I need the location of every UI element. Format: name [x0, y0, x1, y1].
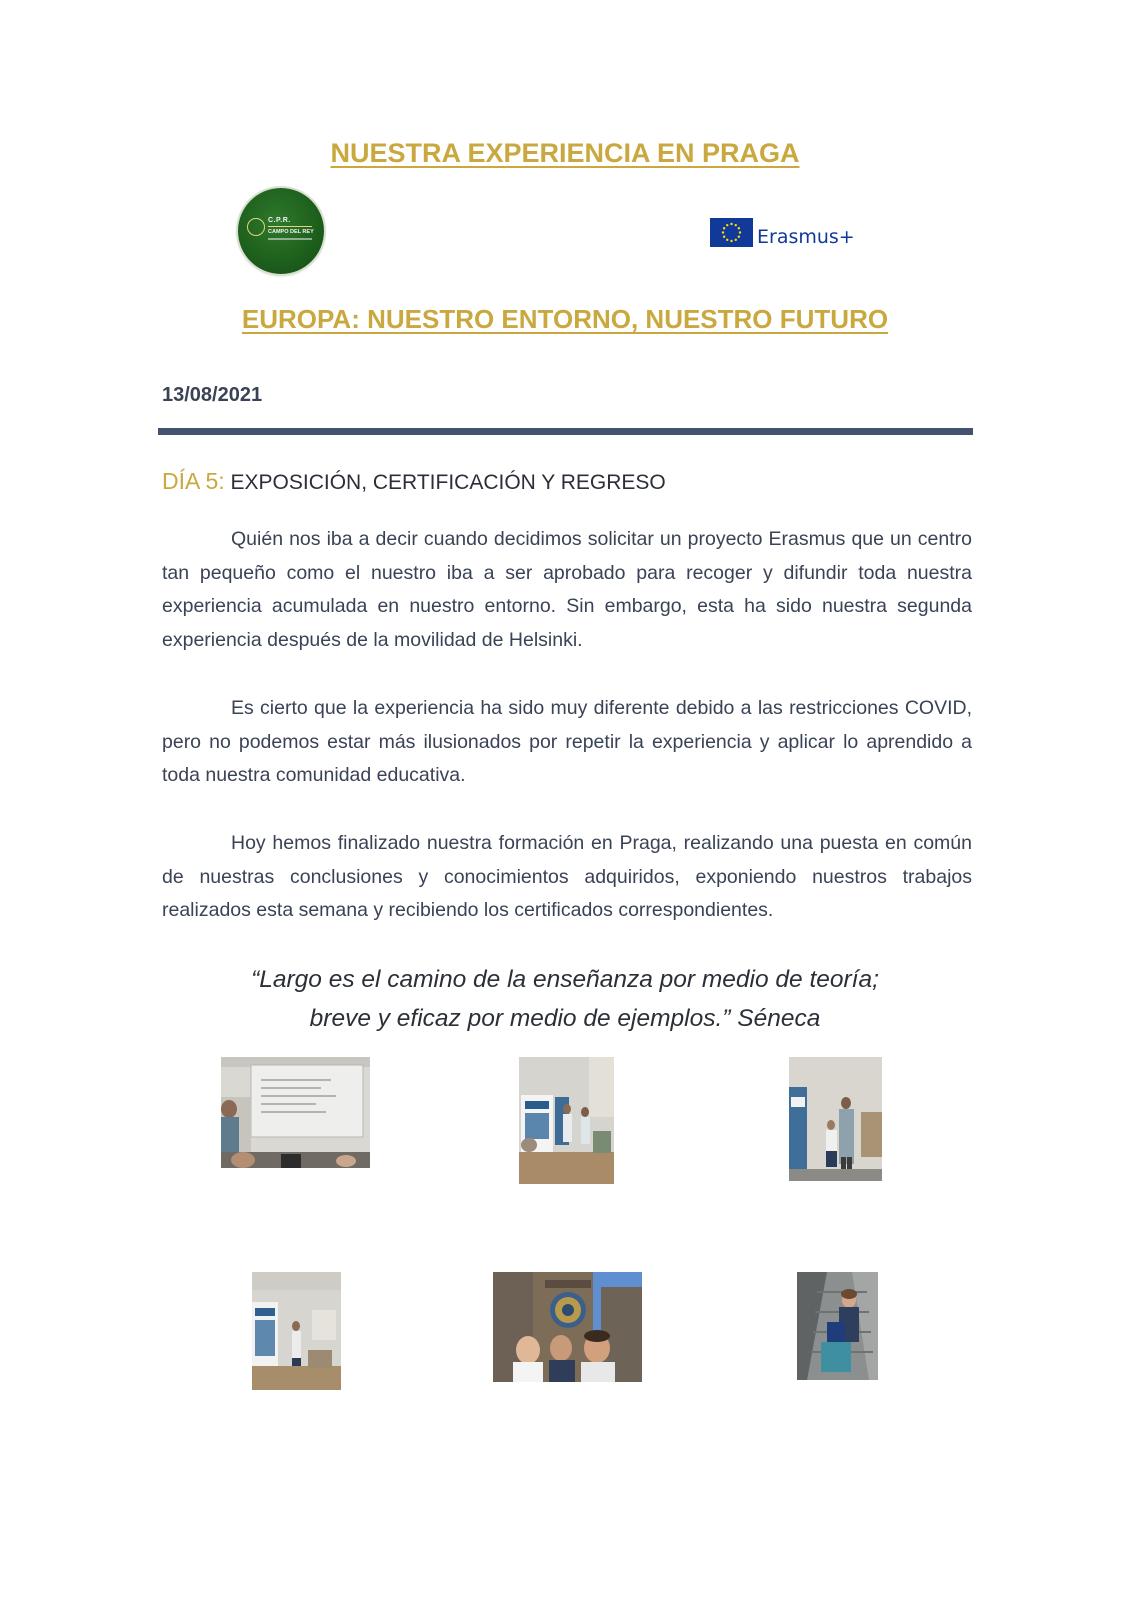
photo-return-trip [797, 1272, 878, 1380]
erasmus-label: Erasmus+ [757, 226, 855, 248]
day-label: DÍA 5: [162, 468, 225, 494]
subtitle: EUROPA: NUESTRO ENTORNO, NUESTRO FUTURO [241, 304, 889, 334]
quote-line: breve y eficaz por medio de ejemplos.” Séneca [309, 1005, 821, 1032]
eu-flag-icon [710, 218, 753, 247]
paragraph: Hoy hemos finalizado nuestra formación en Praga, realizando una puesta en común de nuestras conclusiones y conocimientos adquiridos, exponiendo nuestros trabajos realizados esta semana y recibiendo los certificados correspondientes. [162, 832, 972, 921]
erasmus-logo [710, 218, 860, 252]
page-title: NUESTRA EXPERIENCIA EN PRAGA [330, 138, 800, 168]
photo-classroom [252, 1272, 341, 1390]
day-heading [162, 468, 666, 495]
logo-rule [268, 226, 312, 227]
school-logo-line2: CAMPO DEL REY [268, 229, 314, 235]
photo-certificate [789, 1057, 882, 1181]
photo-exhibition [519, 1057, 614, 1184]
paragraph: Quién nos iba a decir cuando decidimos solicitar un proyecto Erasmus que un centro tan pequeño como el nuestro iba a ser aprobado para recoger y difundir toda nuestra experiencia acumulada en nuestro entorno. Sin embargo, esta ha sido nuestra segunda experiencia después de la movilidad de Helsinki. [162, 528, 972, 651]
day-topic: EXPOSICIÓN, CERTIFICACIÓN Y REGRESO [230, 471, 666, 494]
photo-presentation [221, 1057, 370, 1168]
school-logo-line1: C.P.R. [268, 217, 291, 224]
paragraph: Es cierto que la experiencia ha sido muy diferente debido a las restricciones COVID, pero no podemos estar más ilusionados por repetir la experiencia y aplicar lo aprendido a toda nuestra comunidad educativa. [162, 697, 972, 786]
quote [0, 960, 1130, 1038]
seal-icon [247, 218, 265, 236]
school-logo [238, 188, 324, 274]
quote-line: “Largo es el camino de la enseñanza por medio de teoría; [251, 966, 879, 993]
photo-prague-selfie [493, 1272, 642, 1382]
divider [158, 428, 973, 435]
date: 13/08/2021 [162, 384, 263, 406]
logo-tagline-bar [268, 238, 312, 240]
